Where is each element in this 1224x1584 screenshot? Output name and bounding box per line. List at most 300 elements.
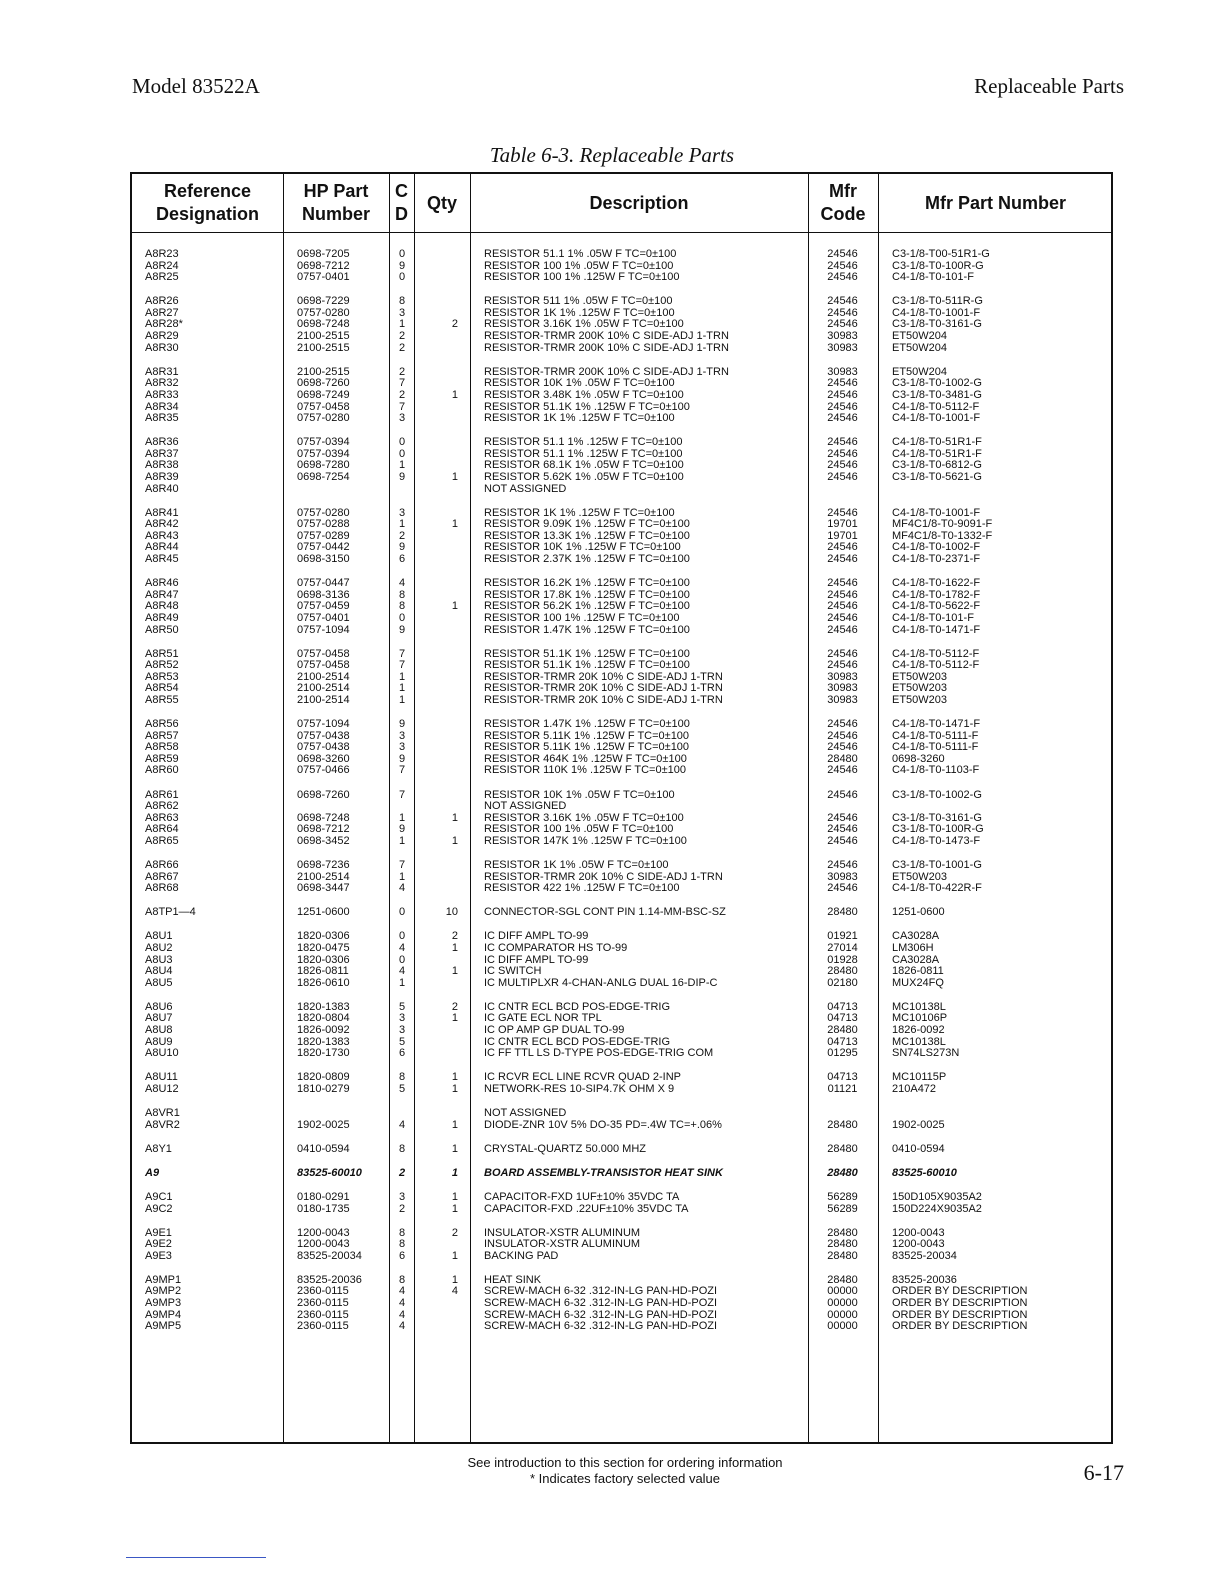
description: RESISTOR-TRMR 20K 10% C SIDE-ADJ 1-TRN bbox=[484, 694, 723, 706]
cd: 0 bbox=[399, 436, 406, 449]
table-row bbox=[132, 801, 1111, 813]
ref-designation: A9MP3 bbox=[145, 1297, 182, 1310]
ref-designation: A9 bbox=[145, 1166, 160, 1179]
description: RESISTOR 5.11K 1% .125W F TC=0±100 bbox=[484, 729, 690, 742]
ref-designation: A8U9 bbox=[145, 1035, 173, 1048]
description: IC CNTR ECL BCD POS-EDGE-TRIG bbox=[484, 1035, 670, 1048]
table-row bbox=[132, 765, 1111, 777]
ref-designation: A8R53 bbox=[145, 670, 179, 683]
hp-part-number: 0698-7248 bbox=[297, 318, 350, 331]
table-row bbox=[132, 343, 1111, 355]
mfr-part-number: C4-1/8-T0-1001-F bbox=[892, 412, 981, 425]
mfr-part-number: C3-1/8-T0-5621-G bbox=[892, 471, 982, 483]
description: RESISTOR 110K 1% .125W F TC=0±100 bbox=[484, 764, 686, 777]
mfr-part-number: ET50W203 bbox=[892, 870, 948, 883]
mfr-code: 24546 bbox=[827, 834, 858, 847]
mfr-part-number: CA3028A bbox=[892, 953, 940, 966]
mfr-code: 30983 bbox=[827, 341, 858, 354]
mfr-code: 30983 bbox=[827, 870, 858, 883]
table-row bbox=[132, 1144, 1111, 1156]
table-row bbox=[132, 272, 1111, 284]
ref-designation: A8R34 bbox=[145, 400, 179, 413]
cd: 0 bbox=[399, 611, 406, 624]
col-header-mfr-part: Mfr Part Number bbox=[924, 192, 1067, 213]
hp-part-number: 1810-0279 bbox=[297, 1082, 350, 1095]
mfr-part-number: 1200-0043 bbox=[892, 1238, 945, 1251]
mfr-code: 24546 bbox=[827, 459, 858, 472]
mfr-part-number: ORDER BY DESCRIPTION bbox=[892, 1297, 1028, 1310]
cd: 1 bbox=[399, 682, 406, 695]
table-row bbox=[132, 790, 1111, 802]
table-caption: Table 6-3. Replaceable Parts bbox=[489, 143, 735, 167]
row-group bbox=[132, 437, 1111, 495]
mfr-code: 28480 bbox=[827, 965, 858, 978]
mfr-code: 24546 bbox=[827, 882, 858, 895]
ref-designation: A8VR1 bbox=[145, 1107, 180, 1120]
col-header-cd: C D bbox=[395, 181, 408, 224]
row-group bbox=[132, 907, 1111, 919]
description: RESISTOR 1K 1% .125W F TC=0±100 bbox=[484, 412, 675, 425]
description: NOT ASSIGNED bbox=[484, 800, 567, 813]
description: NOT ASSIGNED bbox=[484, 482, 567, 495]
ref-designation: A8U12 bbox=[145, 1082, 179, 1095]
description: RESISTOR-TRMR 200K 10% C SIDE-ADJ 1-TRN bbox=[484, 341, 729, 354]
table-row bbox=[132, 719, 1111, 731]
mfr-code: 30983 bbox=[827, 365, 858, 378]
cd: 5 bbox=[399, 1035, 406, 1048]
hp-part-number: 0698-3447 bbox=[297, 882, 350, 895]
description: CRYSTAL-QUARTZ 50.000 MHZ bbox=[484, 1142, 646, 1155]
cd: 5 bbox=[399, 1082, 406, 1095]
description: SCREW-MACH 6-32 .312-IN-LG PAN-HD-POZI bbox=[484, 1308, 718, 1321]
mfr-part-number: ET50W204 bbox=[892, 365, 948, 378]
cd: 2 bbox=[399, 341, 406, 354]
cd: 3 bbox=[399, 1190, 406, 1203]
cd: 1 bbox=[399, 834, 406, 847]
ref-designation: A8R40 bbox=[145, 482, 179, 495]
table-row bbox=[132, 413, 1111, 425]
page-number: 6-17 bbox=[1083, 1460, 1124, 1485]
col-header-mfr-code: Mfr Code bbox=[820, 181, 866, 224]
mfr-code: 24546 bbox=[827, 306, 858, 319]
hp-part-number: 2100-2515 bbox=[297, 330, 350, 343]
hp-part-number: 0757-0394 bbox=[297, 436, 350, 449]
description: IC DIFF AMPL TO-99 bbox=[484, 953, 589, 966]
cd: 9 bbox=[399, 752, 406, 765]
mfr-part-number: C3-1/8-T0-3161-G bbox=[892, 811, 982, 824]
cd: 1 bbox=[399, 318, 406, 331]
description: NOT ASSIGNED bbox=[484, 1107, 567, 1120]
ref-designation: A8U1 bbox=[145, 930, 173, 943]
mfr-code: 24546 bbox=[827, 248, 858, 260]
section-header: Replaceable Parts bbox=[974, 74, 1124, 98]
ref-designation: A8U7 bbox=[145, 1012, 173, 1025]
hp-part-number: 0698-7236 bbox=[297, 859, 350, 872]
qty: 1 bbox=[451, 600, 458, 613]
model-header: Model 83522A bbox=[132, 74, 260, 98]
hp-part-number: 0757-1094 bbox=[297, 718, 350, 731]
cd: 4 bbox=[399, 1297, 406, 1310]
qty: 1 bbox=[451, 1166, 458, 1179]
qty: 1 bbox=[451, 965, 458, 978]
cd: 0 bbox=[399, 447, 406, 460]
mfr-part-number: 150D224X9035A2 bbox=[892, 1202, 982, 1215]
mfr-part-number: C3-1/8-T0-1001-G bbox=[892, 859, 982, 872]
description: RESISTOR 13.3K 1% .125W F TC=0±100 bbox=[484, 529, 690, 542]
mfr-part-number: C3-1/8-T0-100R-G bbox=[892, 259, 984, 272]
mfr-code: 24546 bbox=[827, 611, 858, 624]
description: SCREW-MACH 6-32 .312-IN-LG PAN-HD-POZI bbox=[484, 1297, 718, 1310]
mfr-part-number: 83525-20036 bbox=[892, 1273, 957, 1286]
ref-designation: A8R67 bbox=[145, 870, 179, 883]
qty: 10 bbox=[445, 906, 458, 919]
mfr-part-number: MC10106P bbox=[892, 1012, 948, 1025]
mfr-part-number: C3-1/8-T0-100R-G bbox=[892, 823, 984, 836]
row-group bbox=[132, 1002, 1111, 1060]
mfr-part-number: C4-1/8-T0-2371-F bbox=[892, 553, 981, 566]
mfr-code: 01928 bbox=[827, 953, 858, 966]
row-group bbox=[132, 931, 1111, 989]
hp-part-number: 1200-0043 bbox=[297, 1226, 350, 1239]
mfr-part-number: ET50W203 bbox=[892, 694, 948, 706]
hp-part-number: 1820-1383 bbox=[297, 1000, 350, 1013]
cd: 8 bbox=[399, 600, 406, 613]
mfr-part-number: C4-1/8-T0-1471-F bbox=[892, 718, 981, 731]
description: RESISTOR 100 1% .05W F TC=0±100 bbox=[484, 259, 674, 272]
ref-designation: A8R31 bbox=[145, 365, 179, 378]
mfr-part-number: C4-1/8-T0-1103-F bbox=[892, 764, 980, 777]
cd: 7 bbox=[399, 764, 406, 777]
description: SCREW-MACH 6-32 .312-IN-LG PAN-HD-POZI bbox=[484, 1285, 718, 1298]
row-group bbox=[132, 578, 1111, 636]
description: DIODE-ZNR 10V 5% DO-35 PD=.4W TC=+.06% bbox=[484, 1118, 722, 1131]
cd: 4 bbox=[399, 1118, 406, 1131]
ref-designation: A8R42 bbox=[145, 518, 179, 531]
col-header-hp-part: HP Part Number bbox=[301, 181, 370, 224]
row-group bbox=[132, 1144, 1111, 1156]
qty: 1 bbox=[451, 1071, 458, 1084]
hp-part-number: 0757-0466 bbox=[297, 764, 350, 777]
mfr-code: 30983 bbox=[827, 330, 858, 343]
mfr-code: 28480 bbox=[827, 752, 858, 765]
cd: 6 bbox=[399, 553, 406, 566]
table-row bbox=[132, 1048, 1111, 1060]
hp-part-number: 1820-0306 bbox=[297, 953, 350, 966]
description: RESISTOR 1K 1% .125W F TC=0±100 bbox=[484, 306, 675, 319]
table-row bbox=[132, 1321, 1111, 1333]
hp-part-number: 0698-7254 bbox=[297, 471, 350, 483]
ref-designation: A8VR2 bbox=[145, 1118, 180, 1131]
mfr-part-number: ET50W204 bbox=[892, 330, 948, 343]
hp-part-number: 0698-7280 bbox=[297, 459, 350, 472]
cd: 2 bbox=[399, 1202, 406, 1215]
mfr-code: 02180 bbox=[827, 976, 858, 989]
hp-part-number: 0757-0442 bbox=[297, 541, 350, 554]
cd: 9 bbox=[399, 541, 406, 554]
hp-part-number: 0757-1094 bbox=[297, 623, 350, 636]
parts-table bbox=[130, 172, 1113, 1444]
hp-part-number: 0698-7212 bbox=[297, 823, 350, 836]
description: RESISTOR 1.47K 1% .125W F TC=0±100 bbox=[484, 718, 690, 731]
mfr-code: 27014 bbox=[827, 942, 858, 954]
mfr-part-number: LM306H bbox=[892, 942, 934, 954]
row-group bbox=[132, 296, 1111, 354]
hp-part-number: 0757-0280 bbox=[297, 412, 350, 425]
mfr-part-number: C3-1/8-T0-1002-G bbox=[892, 788, 982, 801]
mfr-part-number: C4-1/8-T0-5112-F bbox=[892, 400, 980, 413]
hp-part-number: 1251-0600 bbox=[297, 906, 350, 919]
ref-designation: A8R60 bbox=[145, 764, 179, 777]
mfr-code: 24546 bbox=[827, 553, 858, 566]
table-row bbox=[132, 554, 1111, 566]
footer-notes bbox=[300, 1455, 950, 1487]
hp-part-number: 2100-2514 bbox=[297, 694, 350, 706]
cd: 3 bbox=[399, 729, 406, 742]
cd: 9 bbox=[399, 823, 406, 836]
ref-designation: A9E3 bbox=[145, 1249, 172, 1262]
mfr-code: 01121 bbox=[827, 1082, 858, 1095]
qty: 2 bbox=[451, 1226, 458, 1239]
mfr-code: 24546 bbox=[827, 659, 858, 672]
ref-designation: A8R25 bbox=[145, 271, 179, 284]
mfr-code: 24546 bbox=[827, 729, 858, 742]
mfr-code: 19701 bbox=[827, 518, 858, 531]
ref-designation: A8R49 bbox=[145, 611, 179, 624]
table-row bbox=[132, 331, 1111, 343]
mfr-code: 24546 bbox=[827, 623, 858, 636]
hp-part-number: 1820-1730 bbox=[297, 1047, 350, 1060]
cd: 9 bbox=[399, 471, 406, 483]
mfr-code: 04713 bbox=[827, 1012, 858, 1025]
ref-designation: A8U5 bbox=[145, 976, 173, 989]
mfr-part-number: 0410-0594 bbox=[892, 1142, 945, 1155]
mfr-code: 30983 bbox=[827, 670, 858, 683]
description: RESISTOR 9.09K 1% .125W F TC=0±100 bbox=[484, 518, 690, 531]
mfr-part-number: C4-1/8-T0-1001-F bbox=[892, 306, 981, 319]
cd: 1 bbox=[399, 670, 406, 683]
mfr-code: 24546 bbox=[827, 271, 858, 284]
mfr-part-number: C4-1/8-T0-101-F bbox=[892, 271, 974, 284]
mfr-part-number: C4-1/8-T0-51R1-F bbox=[892, 436, 982, 449]
ref-designation: A9C1 bbox=[145, 1190, 173, 1203]
mfr-part-number: C3-1/8-T0-3161-G bbox=[892, 318, 982, 331]
description: CAPACITOR-FXD 1UF±10% 35VDC TA bbox=[484, 1190, 680, 1203]
ref-designation: A8R48 bbox=[145, 600, 179, 613]
mfr-part-number: SN74LS273N bbox=[892, 1047, 960, 1060]
description: IC GATE ECL NOR TPL bbox=[484, 1012, 602, 1025]
mfr-code: 24546 bbox=[827, 600, 858, 613]
hp-part-number: 2360-0115 bbox=[297, 1297, 349, 1310]
mfr-code: 28480 bbox=[827, 1166, 858, 1179]
mfr-code: 24546 bbox=[827, 318, 858, 331]
row-group bbox=[132, 367, 1111, 425]
hp-part-number: 0757-0438 bbox=[297, 741, 350, 754]
description: RESISTOR 100 1% .05W F TC=0±100 bbox=[484, 823, 674, 836]
description: RESISTOR 511 1% .05W F TC=0±100 bbox=[484, 295, 673, 308]
ref-designation: A8R61 bbox=[145, 788, 179, 801]
qty: 2 bbox=[451, 1000, 458, 1013]
mfr-part-number: C4-1/8-T0-5112-F bbox=[892, 647, 980, 660]
table-row bbox=[132, 1002, 1111, 1014]
table-row bbox=[132, 836, 1111, 848]
table-row bbox=[132, 1084, 1111, 1096]
mfr-part-number: C3-1/8-T0-511R-G bbox=[892, 295, 983, 308]
ref-designation: A8R59 bbox=[145, 752, 179, 765]
description: INSULATOR-XSTR ALUMINUM bbox=[484, 1238, 641, 1251]
description: IC COMPARATOR HS TO-99 bbox=[484, 942, 628, 954]
ref-designation: A9E2 bbox=[145, 1238, 172, 1251]
mfr-code: 00000 bbox=[827, 1308, 858, 1321]
mfr-part-number: MC10138L bbox=[892, 1035, 946, 1048]
qty: 2 bbox=[451, 930, 458, 943]
row-group bbox=[132, 1275, 1111, 1333]
mfr-part-number: C3-1/8-T00-51R1-G bbox=[892, 248, 990, 260]
cd: 8 bbox=[399, 588, 406, 601]
hp-part-number: 83525-20036 bbox=[297, 1273, 362, 1286]
description: RESISTOR 5.11K 1% .125W F TC=0±100 bbox=[484, 741, 690, 754]
description: IC MULTIPLXR 4-CHAN-ANLG DUAL 16-DIP-C bbox=[484, 976, 718, 989]
mfr-part-number: C3-1/8-T0-3481-G bbox=[892, 388, 982, 401]
description: RESISTOR 3.48K 1% .05W F TC=0±100 bbox=[484, 388, 684, 401]
description: IC OP AMP GP DUAL TO-99 bbox=[484, 1024, 625, 1037]
mfr-code: 24546 bbox=[827, 764, 858, 777]
cd: 4 bbox=[399, 942, 406, 954]
hp-part-number: 0757-0401 bbox=[297, 611, 350, 624]
description: RESISTOR 422 1% .125W F TC=0±100 bbox=[484, 882, 680, 895]
mfr-part-number: 83525-60010 bbox=[892, 1166, 957, 1179]
cd: 2 bbox=[399, 388, 406, 401]
row-group bbox=[132, 508, 1111, 566]
table-row bbox=[132, 472, 1111, 484]
qty: 1 bbox=[451, 1012, 458, 1025]
cd: 3 bbox=[399, 741, 406, 754]
ref-designation: A8TP1—4 bbox=[145, 906, 196, 919]
ref-designation: A9C2 bbox=[145, 1202, 173, 1215]
mfr-part-number: 1826-0811 bbox=[892, 965, 944, 978]
mfr-code: 24546 bbox=[827, 718, 858, 731]
cd: 4 bbox=[399, 1285, 406, 1298]
ref-designation: A8R35 bbox=[145, 412, 179, 425]
qty: 1 bbox=[451, 518, 458, 531]
description: RESISTOR 68.1K 1% .05W F TC=0±100 bbox=[484, 459, 684, 472]
mfr-part-number: 1902-0025 bbox=[892, 1118, 945, 1131]
ref-designation: A8R52 bbox=[145, 659, 179, 672]
ref-designation: A8R50 bbox=[145, 623, 179, 636]
hp-part-number: 1820-0809 bbox=[297, 1071, 350, 1084]
hp-part-number: 0757-0458 bbox=[297, 400, 350, 413]
hp-part-number: 0698-3452 bbox=[297, 834, 350, 847]
table-row bbox=[132, 1251, 1111, 1263]
description: RESISTOR 17.8K 1% .125W F TC=0±100 bbox=[484, 588, 690, 601]
mfr-part-number: CA3028A bbox=[892, 930, 940, 943]
mfr-code: 01295 bbox=[827, 1047, 858, 1060]
hp-part-number: 1820-0306 bbox=[297, 930, 350, 943]
mfr-part-number: C4-1/8-T0-422R-F bbox=[892, 882, 982, 895]
description: IC FF TTL LS D-TYPE POS-EDGE-TRIG COM bbox=[484, 1047, 714, 1060]
ref-designation: A8R47 bbox=[145, 588, 179, 601]
description: RESISTOR 464K 1% .125W F TC=0±100 bbox=[484, 752, 687, 765]
cd: 8 bbox=[399, 1071, 406, 1084]
description: HEAT SINK bbox=[484, 1273, 542, 1286]
description: CAPACITOR-FXD .22UF±10% 35VDC TA bbox=[484, 1202, 689, 1215]
mfr-code: 24546 bbox=[827, 811, 858, 824]
description: INSULATOR-XSTR ALUMINUM bbox=[484, 1226, 641, 1239]
row-group bbox=[132, 649, 1111, 707]
table-row bbox=[132, 907, 1111, 919]
hp-part-number: 1820-0804 bbox=[297, 1012, 350, 1025]
description: RESISTOR 100 1% .125W F TC=0±100 bbox=[484, 271, 680, 284]
ref-designation: A8R64 bbox=[145, 823, 179, 836]
table-row bbox=[132, 578, 1111, 590]
cd: 0 bbox=[399, 906, 406, 919]
cd: 2 bbox=[399, 1166, 406, 1179]
ref-designation: A8U2 bbox=[145, 942, 173, 954]
mfr-code: 28480 bbox=[827, 1118, 858, 1131]
mfr-code: 24546 bbox=[827, 577, 858, 590]
ref-designation: A8R23 bbox=[145, 248, 179, 260]
cd: 0 bbox=[399, 953, 406, 966]
ref-designation: A8R32 bbox=[145, 377, 179, 390]
hp-part-number: 0698-7249 bbox=[297, 388, 350, 401]
hp-part-number: 0757-0438 bbox=[297, 729, 350, 742]
qty: 4 bbox=[451, 1285, 458, 1298]
cd: 0 bbox=[399, 248, 406, 260]
table-row bbox=[132, 883, 1111, 895]
qty: 1 bbox=[451, 1249, 458, 1262]
hp-part-number: 0698-7260 bbox=[297, 377, 350, 390]
ref-designation: A8R57 bbox=[145, 729, 179, 742]
mfr-code: 24546 bbox=[827, 447, 858, 460]
mfr-code: 00000 bbox=[827, 1285, 858, 1298]
mfr-code: 19701 bbox=[827, 529, 858, 542]
hp-part-number: 2360-0115 bbox=[297, 1320, 349, 1333]
ref-designation: A8R38 bbox=[145, 459, 179, 472]
hp-part-number: 2100-2515 bbox=[297, 365, 350, 378]
description: IC SWITCH bbox=[484, 965, 542, 978]
hp-part-number: 2100-2514 bbox=[297, 670, 350, 683]
hp-part-number: 0757-0289 bbox=[297, 529, 350, 542]
description: RESISTOR-TRMR 20K 10% C SIDE-ADJ 1-TRN bbox=[484, 670, 723, 683]
mfr-part-number: C4-1/8-T0-1782-F bbox=[892, 588, 981, 601]
cd: 3 bbox=[399, 306, 406, 319]
ref-designation: A8R30 bbox=[145, 341, 179, 354]
description: RESISTOR 51.1 1% .125W F TC=0±100 bbox=[484, 447, 683, 460]
table-row bbox=[132, 978, 1111, 990]
description: RESISTOR 147K 1% .125W F TC=0±100 bbox=[484, 834, 687, 847]
mfr-part-number: C4-1/8-T0-1002-F bbox=[892, 541, 981, 554]
mfr-part-number: C4-1/8-T0-51R1-F bbox=[892, 447, 982, 460]
qty: 1 bbox=[451, 471, 458, 483]
qty: 1 bbox=[451, 1190, 458, 1203]
mfr-part-number: C4-1/8-T0-1622-F bbox=[892, 577, 981, 590]
cd: 1 bbox=[399, 976, 406, 989]
ref-designation: A8R55 bbox=[145, 694, 179, 706]
table-row bbox=[132, 484, 1111, 496]
mfr-code: 24546 bbox=[827, 436, 858, 449]
table-row bbox=[132, 249, 1111, 261]
cd: 3 bbox=[399, 1012, 406, 1025]
cd: 3 bbox=[399, 1024, 406, 1037]
mfr-part-number: 1251-0600 bbox=[892, 906, 945, 919]
cd: 8 bbox=[399, 295, 406, 308]
mfr-code: 24546 bbox=[827, 400, 858, 413]
description: IC DIFF AMPL TO-99 bbox=[484, 930, 589, 943]
description: RESISTOR 51.1K 1% .125W F TC=0±100 bbox=[484, 400, 690, 413]
ref-designation: A8R33 bbox=[145, 388, 179, 401]
cd: 7 bbox=[399, 788, 406, 801]
mfr-code: 00000 bbox=[827, 1320, 858, 1333]
cd: 1 bbox=[399, 459, 406, 472]
